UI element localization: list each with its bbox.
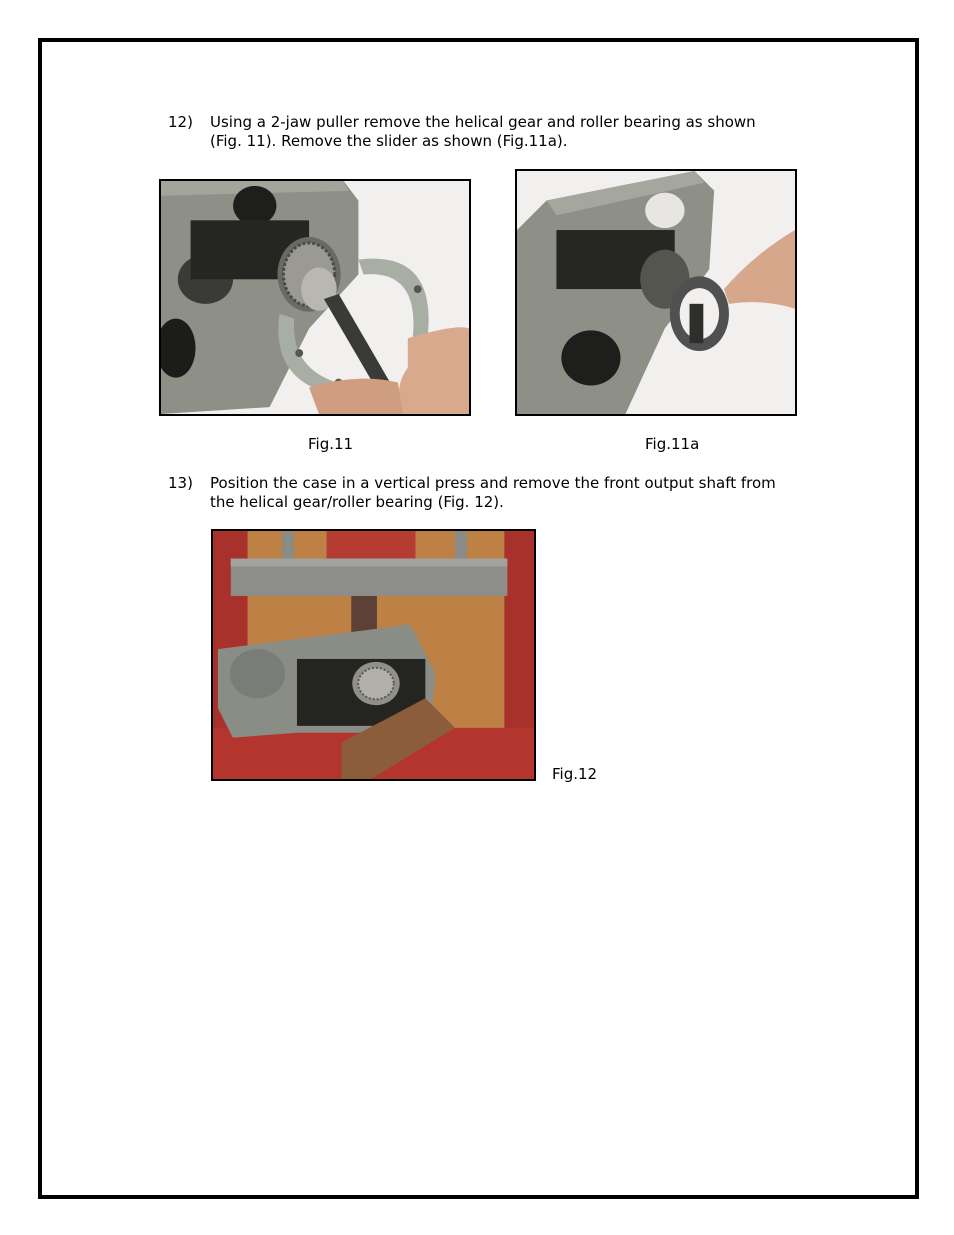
figure-11a-photo: [515, 169, 797, 416]
step-text-line-1: Position the case in a vertical press and remove the front output shaft from: [210, 474, 776, 492]
figure-12-caption: Fig.12: [552, 765, 598, 783]
step-number: 13): [168, 474, 193, 492]
step-12: [168, 113, 868, 153]
figure-11a-caption: Fig.11a: [645, 435, 700, 453]
step-number: 12): [168, 113, 193, 131]
step-text-line-1: Using a 2-jaw puller remove the helical gear and roller bearing as shown: [210, 113, 756, 131]
figure-11-photo: [159, 179, 471, 416]
step-text-line-2: the helical gear/roller bearing (Fig. 12).: [210, 493, 504, 511]
step-13: [168, 474, 868, 514]
figure-11-caption: Fig.11: [308, 435, 354, 453]
figure-12-photo: [211, 529, 536, 781]
step-text-line-2: (Fig. 11). Remove the slider as shown (Fig.11a).: [210, 132, 568, 150]
